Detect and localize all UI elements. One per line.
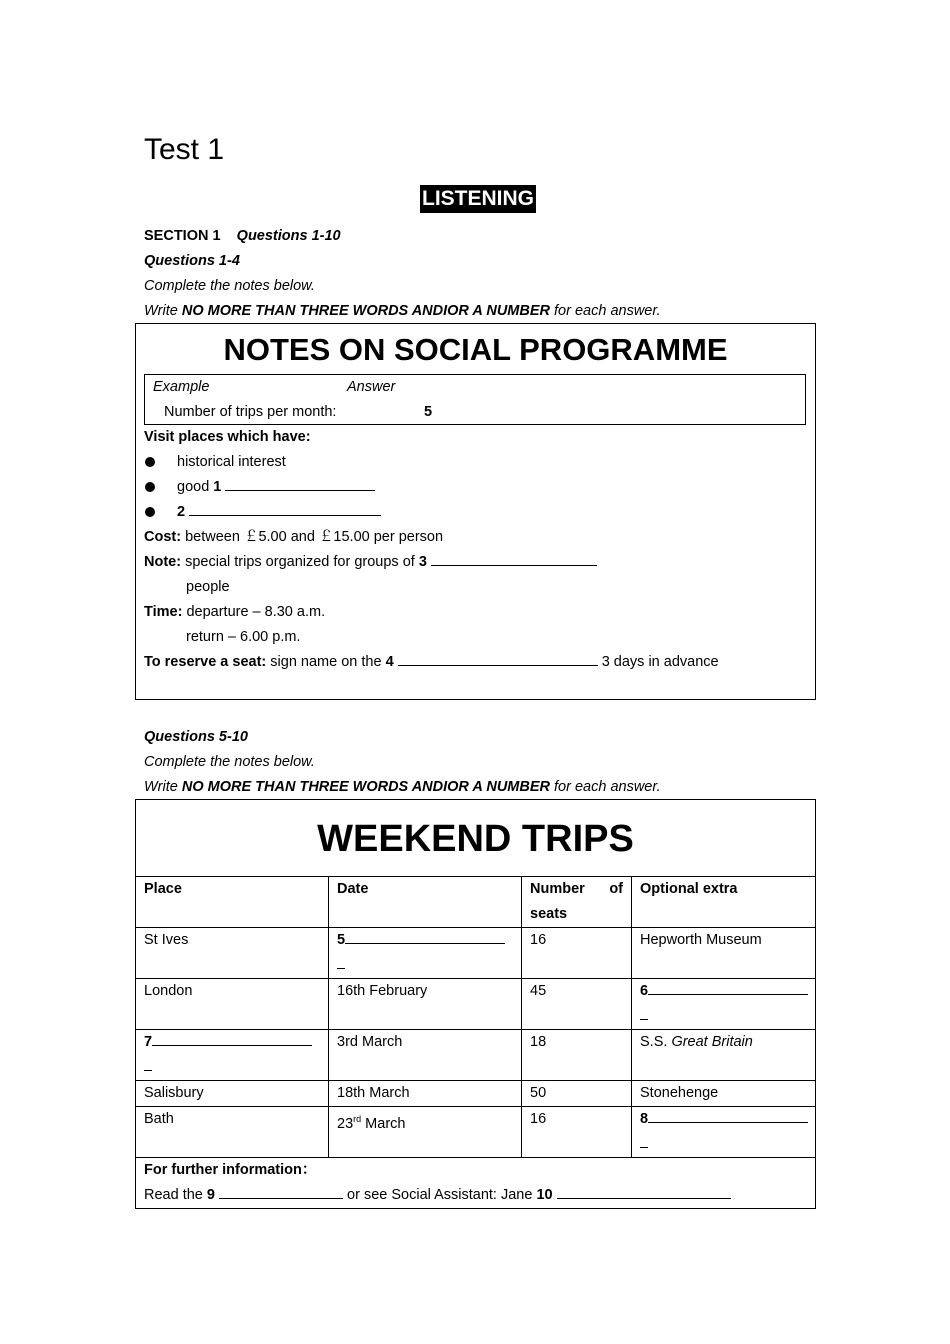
answer-blank-3[interactable] — [431, 551, 597, 566]
header-date: Date — [329, 877, 522, 928]
bullet-icon — [145, 457, 155, 467]
table-footer-row — [136, 1158, 816, 1209]
cell-seats: 18 — [522, 1030, 632, 1081]
example-label: Example — [153, 379, 210, 395]
cell-extra: Hepworth Museum — [632, 928, 816, 979]
header-extra: Optional extra — [632, 877, 816, 928]
cell-place: St Ives — [136, 928, 329, 979]
cell-extra — [632, 1030, 816, 1081]
section-questions: Questions 1-10 — [236, 228, 341, 244]
date-suffix: rd — [353, 1114, 362, 1124]
header-place: Place — [136, 877, 329, 928]
cell-extra — [632, 979, 816, 1030]
reserve-post: 3 days in advance — [601, 654, 719, 670]
answer-blank-8-wrap — [640, 1133, 648, 1148]
note-line — [144, 550, 597, 575]
answer-blank-8[interactable] — [648, 1108, 808, 1123]
question-4-number: 4 — [385, 654, 394, 670]
cell-place — [136, 1030, 329, 1081]
bullet-historical: historical interest — [177, 454, 286, 470]
bullet-q2 — [177, 500, 381, 525]
part1-questions: Questions 1-4 — [144, 253, 240, 269]
part2-instruction: Complete the notes below. — [144, 754, 315, 770]
part2-questions: Questions 5-10 — [144, 729, 248, 745]
weekend-trips-title: WEEKEND TRIPS — [317, 818, 634, 860]
answer-blank-10[interactable] — [557, 1184, 731, 1199]
table-row — [136, 928, 816, 979]
word-limit-post: for each answer. — [550, 303, 661, 319]
note-text: special trips organized for groups of — [185, 554, 419, 570]
word-limit-pre: Write — [144, 303, 182, 319]
further-info-line — [144, 1183, 815, 1208]
question-1-number: 1 — [213, 479, 222, 495]
further-info-label: For further information： — [144, 1162, 317, 1178]
cell-place: Salisbury — [136, 1081, 329, 1107]
question-3-number: 3 — [418, 554, 427, 570]
answer-blank-2[interactable] — [189, 501, 381, 516]
cell-date: 18th March — [329, 1081, 522, 1107]
cell-seats: 16 — [522, 928, 632, 979]
section-heading: LISTENING — [420, 185, 536, 213]
question-10-number: 10 — [536, 1187, 553, 1203]
reserve-text: sign name on the — [270, 654, 386, 670]
question-2-number: 2 — [177, 504, 186, 520]
cell-seats: 16 — [522, 1107, 632, 1158]
cell-date: 16th February — [329, 979, 522, 1030]
table-row — [136, 1107, 816, 1158]
part1-instruction: Complete the notes below. — [144, 278, 315, 294]
word-limit-pre: Write — [144, 779, 182, 795]
table-row — [136, 1081, 816, 1107]
answer-blank-6[interactable] — [648, 980, 808, 995]
bullet-icon — [145, 482, 155, 492]
good-text: good — [177, 479, 214, 495]
further-info-cell — [136, 1158, 816, 1209]
part2-word-limit — [144, 775, 661, 800]
word-limit-post: for each answer. — [550, 779, 661, 795]
question-8-number: 8 — [640, 1111, 649, 1127]
cell-date — [329, 1107, 522, 1158]
answer-blank-5-wrap — [337, 954, 345, 969]
date-day: 23 — [337, 1115, 354, 1132]
bullet-icon — [145, 507, 155, 517]
time-departure: departure – 8.30 a.m. — [186, 604, 326, 620]
word-limit-bold: NO MORE THAN THREE WORDS ANDIOR A NUMBER — [181, 779, 550, 795]
answer-blank-4[interactable] — [398, 651, 598, 666]
reserve-label: To reserve a seat: — [144, 654, 267, 670]
cell-date — [329, 928, 522, 979]
extra-pre: S.S. — [640, 1034, 672, 1050]
reserve-line — [144, 650, 719, 675]
answer-blank-9[interactable] — [219, 1184, 343, 1199]
test-title: Test 1 — [144, 133, 225, 166]
answer-blank-7[interactable] — [152, 1031, 312, 1046]
question-5-number: 5 — [337, 932, 346, 948]
visit-heading: Visit places which have: — [144, 429, 311, 445]
answer-blank-7-wrap — [144, 1056, 152, 1071]
further-mid: or see Social Assistant: Jane — [343, 1187, 537, 1203]
further-pre: Read the — [144, 1187, 207, 1203]
question-9-number: 9 — [206, 1187, 215, 1203]
answer-blank-1[interactable] — [225, 476, 375, 491]
notes-title: NOTES ON SOCIAL PROGRAMME — [223, 332, 728, 367]
answer-blank-6-wrap — [640, 1005, 648, 1020]
cell-date: 3rd March — [329, 1030, 522, 1081]
cell-seats: 45 — [522, 979, 632, 1030]
cost-line — [144, 525, 443, 550]
question-7-number: 7 — [144, 1034, 153, 1050]
cost-text: between ￡5.00 and ￡15.00 per person — [185, 529, 444, 545]
part1-word-limit — [144, 299, 661, 324]
time-label: Time: — [144, 604, 183, 620]
answer-label: Answer — [347, 379, 396, 395]
cell-seats: 50 — [522, 1081, 632, 1107]
answer-blank-5[interactable] — [345, 929, 505, 944]
bullet-good — [177, 475, 375, 500]
section-label-line — [144, 224, 341, 249]
word-limit-bold: NO MORE THAN THREE WORDS ANDIOR A NUMBER — [181, 303, 550, 319]
example-answer: 5 — [424, 404, 433, 420]
example-text: Number of trips per month: — [164, 404, 337, 420]
time-return: return – 6.00 p.m. — [186, 629, 301, 645]
table-header-row — [136, 877, 816, 928]
cell-place: Bath — [136, 1107, 329, 1158]
extra-ship-name: Great Britain — [671, 1034, 753, 1050]
note-continued: people — [186, 579, 230, 595]
cost-label: Cost: — [144, 529, 182, 545]
question-6-number: 6 — [640, 983, 649, 999]
cell-extra: Stonehenge — [632, 1081, 816, 1107]
header-seats: Number of seats — [522, 877, 632, 928]
cell-place: London — [136, 979, 329, 1030]
section-label: SECTION 1 — [144, 228, 221, 244]
table-row — [136, 979, 816, 1030]
note-label: Note: — [144, 554, 182, 570]
cell-extra — [632, 1107, 816, 1158]
date-month: March — [361, 1115, 406, 1132]
time-line — [144, 600, 325, 625]
table-row — [136, 1030, 816, 1081]
